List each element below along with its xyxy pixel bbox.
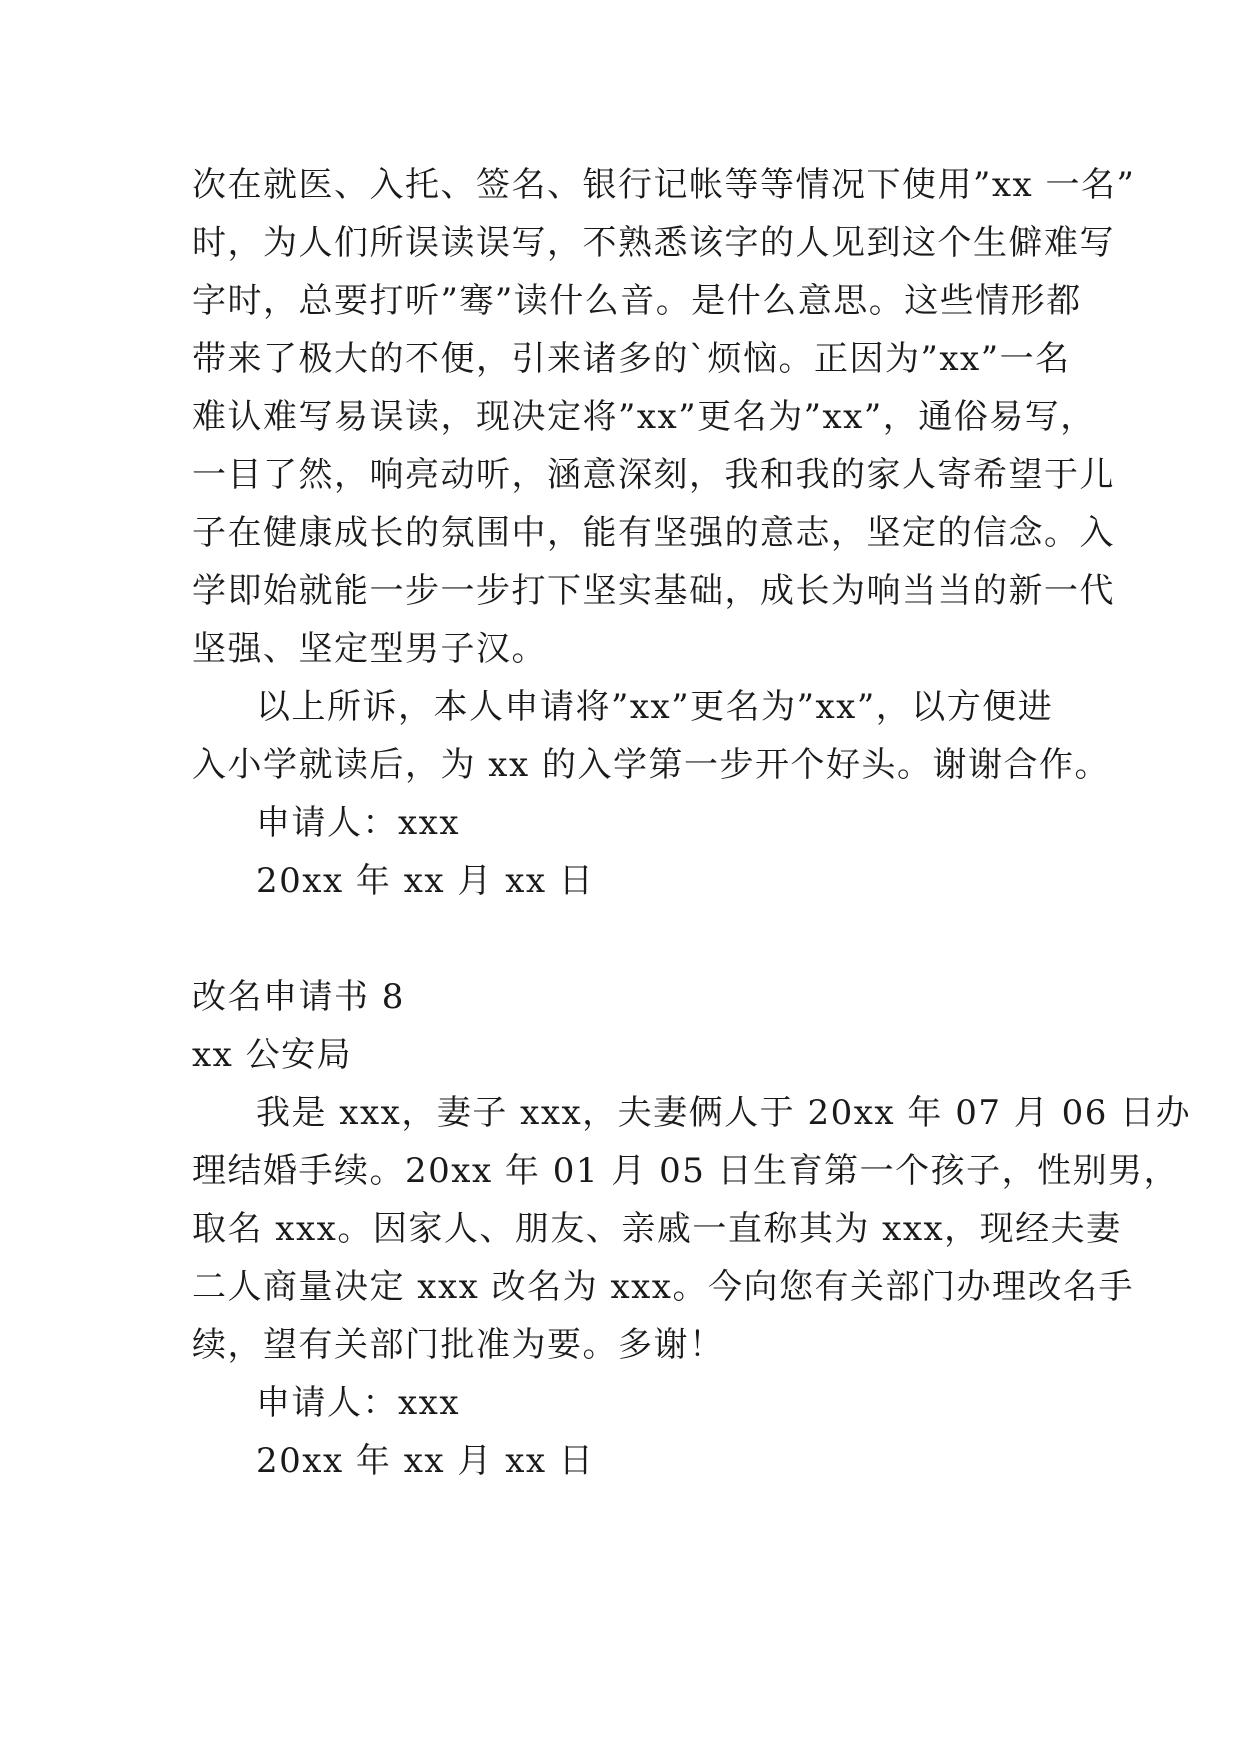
paragraph-line: 子在健康成长的氛围中，能有坚强的意志，坚定的信念。入: [192, 513, 1115, 553]
paragraph-line: 时，为人们所误读误写，不熟悉该字的人见到这个生僻难写: [192, 223, 1115, 263]
paragraph-line: 学即始就能一步一步打下坚实基础，成长为响当当的新一代: [192, 571, 1115, 611]
paragraph-line: 字时，总要打听”骞”读什么音。是什么意思。这些情形都: [192, 281, 1082, 321]
paragraph-line: 带来了极大的不便，引来诸多的`烦恼。正因为”xx”一名: [192, 339, 1071, 379]
recipient: xx 公安局: [192, 1035, 353, 1075]
paragraph-line: 取名 xxx。因家人、朋友、亲戚一直称其为 xxx，现经夫妻: [192, 1209, 1122, 1249]
paragraph-line: 入小学就读后，为 xx 的入学第一步开个好头。谢谢合作。: [192, 745, 1110, 785]
section-title: 改名申请书 8: [192, 977, 405, 1017]
paragraph-line: 以上所诉，本人申请将”xx”更名为”xx”，以方便进: [256, 687, 1054, 727]
applicant-signature: 申请人：xxx: [256, 1383, 461, 1423]
paragraph-line: 坚强、坚定型男子汉。: [192, 629, 547, 669]
signature-date: 20xx 年 xx 月 xx 日: [256, 861, 595, 901]
paragraph-line: 次在就医、入托、签名、银行记帐等等情况下使用”xx 一名”: [192, 165, 1136, 205]
paragraph-line: 续，望有关部门批准为要。多谢！: [192, 1325, 725, 1365]
paragraph-line: 我是 xxx，妻子 xxx，夫妻俩人于 20xx 年 07 月 06 日办: [256, 1093, 1192, 1133]
signature-date: 20xx 年 xx 月 xx 日: [256, 1441, 595, 1481]
applicant-signature: 申请人：xxx: [256, 803, 461, 843]
paragraph-line: 一目了然，响亮动听，涵意深刻，我和我的家人寄希望于儿: [192, 455, 1115, 495]
paragraph-line: 二人商量决定 xxx 改名为 xxx。今向您有关部门办理改名手: [192, 1267, 1134, 1307]
paragraph-line: 理结婚手续。20xx 年 01 月 05 日生育第一个孩子，性别男，: [192, 1151, 1180, 1191]
paragraph-line: 难认难写易误读，现决定将”xx”更名为”xx”，通俗易写，: [192, 397, 1096, 437]
